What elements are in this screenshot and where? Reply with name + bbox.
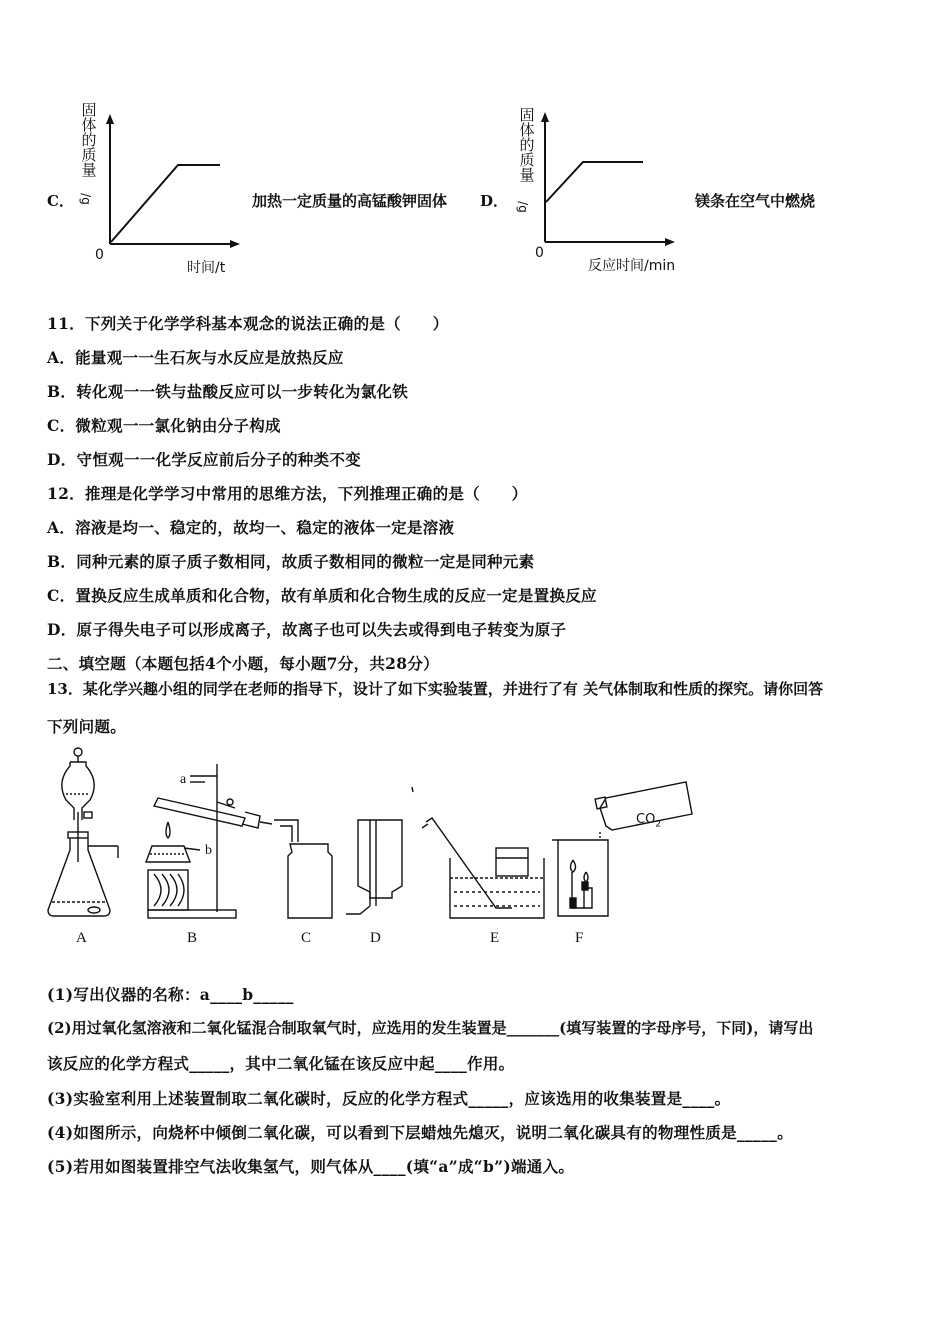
- graph-d-description: 镁条在空气中燃烧: [695, 192, 816, 210]
- q13-part-2: (2)用过氧化氢溶液和二氧化锰混合制取氧气时，应选用的发生装置是_______(填写装置的字母序号，下同)，请写出: [47, 1019, 814, 1037]
- q13-part-1: (1)写出仪器的名称：a____b_____: [47, 985, 294, 1004]
- section-2-heading: 二、填空题（本题包括4个小题，每小题7分，共28分）: [47, 654, 439, 673]
- co2-label: $CO_2$: [636, 812, 662, 830]
- q12-option-b: B．同种元素的原子质子数相同，故质子数相同的微粒一定是同种元素: [47, 552, 535, 571]
- q12-option-d: D．原子得失电子可以形成离子，故离子也可以失去或得到电子转变为原子: [47, 620, 567, 639]
- graph-d-curve: [546, 162, 643, 202]
- apparatus-b: [146, 764, 272, 918]
- q13-stem-line1: 13．某化学兴趣小组的同学在老师的指导下，设计了如下实验装置，并进行了有 关气体制取和性质的探究。请你回答: [47, 680, 824, 698]
- apparatus-e: [412, 787, 544, 918]
- apparatus-d: [346, 820, 402, 914]
- apparatus-f: [552, 782, 692, 916]
- label-f: F: [575, 930, 584, 946]
- q11-option-b: B．转化观一一铁与盐酸反应可以一步转化为氯化铁: [47, 382, 409, 401]
- q13-part-2-cont: 该反应的化学方程式_____，其中二氧化锰在该反应中起____作用。: [47, 1054, 515, 1073]
- graph-c-description: 加热一定质量的高锰酸钾固体: [252, 192, 448, 210]
- label-c: C: [301, 930, 312, 946]
- label-d: D: [370, 930, 381, 946]
- graph-d-axes: [535, 110, 685, 250]
- apparatus-a: [48, 748, 118, 916]
- q11-option-a: A．能量观一一生石灰与水反应是放热反应: [47, 348, 344, 367]
- q13-part-5: (5)若用如图装置排空气法收集氢气，则气体从____(填“a”成“b”)端通入。: [47, 1157, 575, 1176]
- q11-stem: 11．下列关于化学学科基本观念的说法正确的是（ ）: [47, 314, 449, 333]
- marker-b: b: [205, 843, 212, 858]
- q13-part-3: (3)实验室利用上述装置制取二氧化碳时，反应的化学方程式_____，应该选用的收集装置是____。: [47, 1089, 731, 1108]
- q12-stem: 12．推理是化学学习中常用的思维方法，下列推理正确的是（ ）: [47, 484, 528, 503]
- q12-option-a: A．溶液是均一、稳定的，故均一、稳定的液体一定是溶液: [47, 518, 455, 537]
- label-e: E: [490, 930, 500, 946]
- q11-option-d: D．守恒观一一化学反应前后分子的种类不变: [47, 450, 361, 469]
- q13-stem-line2: 下列问题。: [47, 717, 127, 736]
- graph-c-axes: [100, 112, 250, 252]
- q11-option-c: C．微粒观一一氯化钠由分子构成: [47, 416, 281, 435]
- apparatus-c: [274, 820, 332, 918]
- graph-d-xlabel: 反应时间/min: [588, 258, 676, 274]
- label-a: A: [76, 930, 87, 946]
- graph-d-ylabel: 固 体 的 质 量: [519, 106, 535, 184]
- q12-option-c: C．置换反应生成单质和化合物，故有单质和化合物生成的反应一定是置换反应: [47, 586, 597, 605]
- graph-c-xlabel: 时间/t: [187, 260, 226, 276]
- graph-c-origin: 0: [95, 247, 104, 263]
- graph-c-ylabel: 固 体 的 质 量: [81, 101, 97, 179]
- graph-d-yunit: /g: [515, 201, 530, 213]
- label-b: B: [187, 930, 198, 946]
- apparatus-figure: [40, 742, 760, 927]
- graph-c-yunit: /g: [78, 193, 93, 205]
- marker-a: a: [180, 772, 187, 787]
- graph-d-option-label: D．: [480, 192, 509, 210]
- q13-part-4: (4)如图所示，向烧杯中倾倒二氧化碳，可以看到下层蜡烛先熄灭，说明二氧化碳具有的物理性质是_____。: [47, 1123, 794, 1142]
- graph-c-option-label: C．: [47, 192, 74, 210]
- graph-d-origin: 0: [535, 245, 544, 261]
- graph-c-curve: [111, 165, 220, 242]
